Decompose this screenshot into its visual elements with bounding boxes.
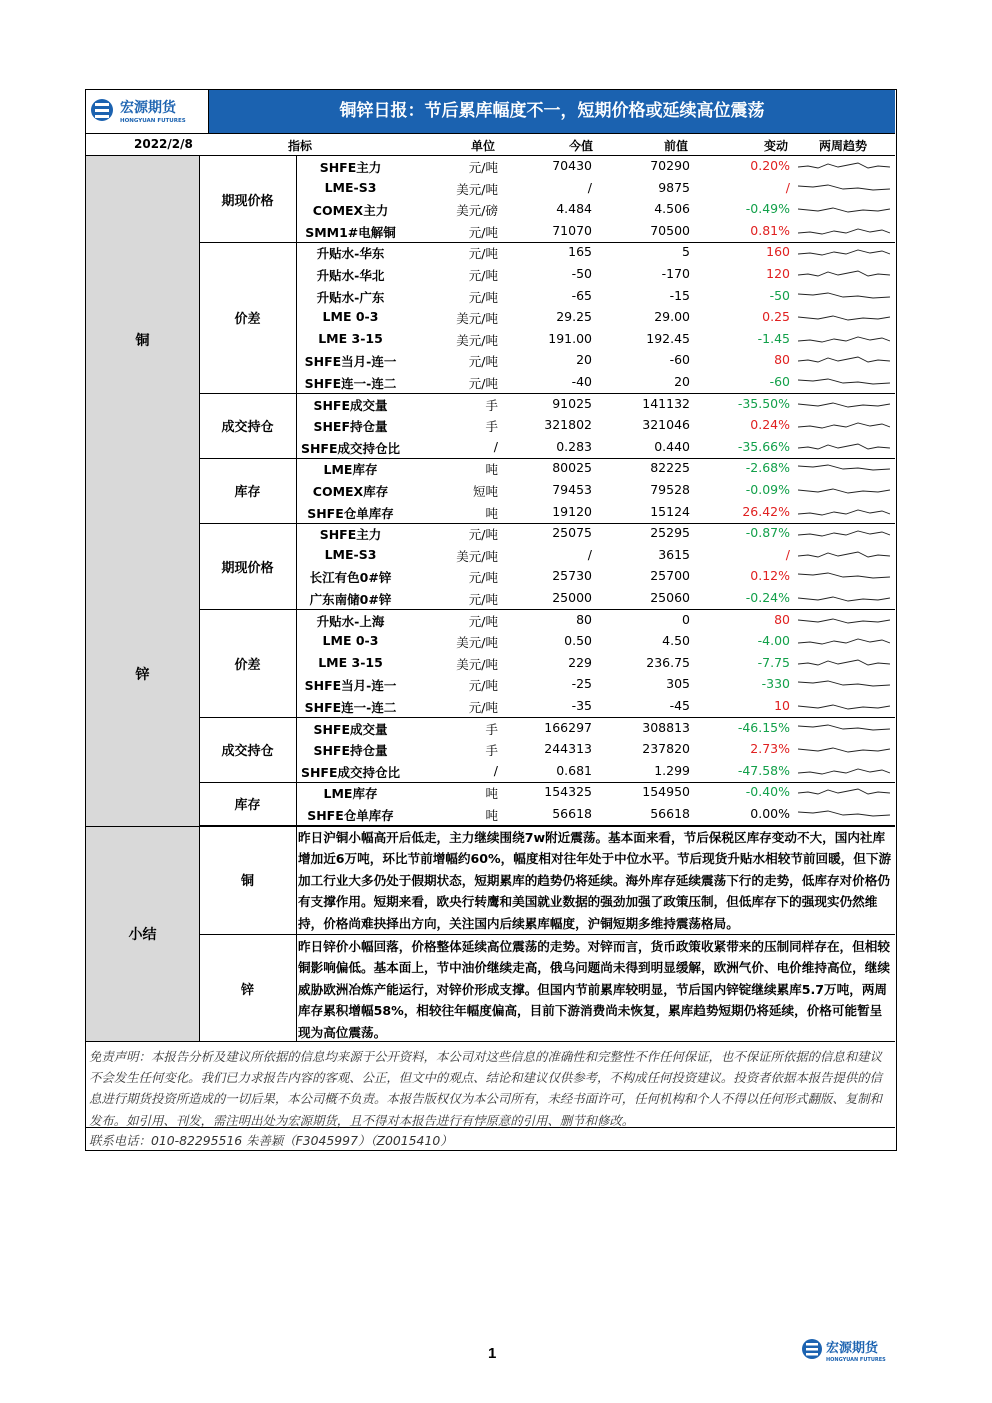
current-value: 25730: [552, 568, 592, 584]
brand-logo: [86, 90, 209, 133]
summary-zinc-label: 锌: [240, 982, 254, 998]
divider: [86, 1127, 895, 1128]
divider: [199, 156, 200, 523]
current-value: -40: [571, 374, 592, 389]
unit-cell: 美元/磅: [456, 203, 498, 219]
unit-cell: 手: [485, 721, 498, 737]
col-indicator: 指标: [288, 139, 313, 153]
trend-sparkline: [798, 439, 890, 456]
change-value: -35.50%: [737, 395, 790, 411]
trend-sparkline: [798, 223, 890, 240]
previous-value: 305: [666, 676, 690, 692]
change-value: 80: [774, 352, 790, 368]
previous-value: 25295: [650, 525, 690, 541]
current-value: 29.25: [556, 309, 592, 325]
sparkline-path: [798, 789, 890, 794]
trend-sparkline: [798, 158, 890, 175]
trend-sparkline: [798, 806, 890, 823]
current-value: 80025: [552, 460, 592, 476]
change-value: -1.45: [757, 330, 790, 346]
previous-value: 308813: [642, 719, 690, 735]
indicator-name: LME-S3: [324, 546, 377, 562]
previous-value: 9875: [658, 179, 690, 195]
column-header: [86, 133, 895, 156]
trend-sparkline: [798, 698, 890, 715]
current-value: /: [587, 546, 592, 562]
unit-cell: 美元/吨: [456, 635, 498, 651]
change-value: -35.66%: [737, 438, 790, 454]
summary-zinc-text: 昨日锌价小幅回落，价格整体延续高位震荡的走势。对锌而言，货币政策收紧带来的压制同样存在，但相较铜影响偏低。基本面上，节中油价继续走高，俄乌问题尚未得到明显缓解，欧洲气价、电价维持高位，继续威胁欧洲冶炼产能运行，对锌价形成支撑。但国内节前累库较明显，节后国内锌锭继续累库5.7万吨，两周库存累积增幅58%，相较往年幅度偏高，目前下游消费尚未恢复，累库趋势短期仍将延续，价格可能暂呈现为高位震荡。: [298, 939, 890, 1040]
sparkline-path: [798, 573, 890, 578]
category-label: 成交持仓: [221, 420, 274, 436]
unit-cell: 元/吨: [468, 268, 498, 283]
divider: [296, 826, 297, 1041]
indicator-name: SHFE成交持仓比: [300, 440, 401, 456]
previous-value: 79528: [650, 482, 690, 497]
unit-cell: 元/吨: [468, 592, 498, 607]
unit-cell: 元/吨: [468, 613, 498, 629]
unit-cell: 元/吨: [468, 700, 498, 715]
sparkline-path: [798, 681, 890, 686]
unit-cell: 元/吨: [468, 289, 498, 305]
indicator-name: SHFE连一-连二: [304, 700, 397, 715]
change-value: -0.87%: [745, 525, 790, 541]
previous-value: 25060: [650, 590, 690, 605]
previous-value: 141132: [642, 395, 690, 411]
sparkline-path: [798, 250, 890, 255]
indicator-name: LME库存: [323, 786, 378, 802]
previous-value: 15124: [650, 503, 690, 519]
unit-cell: 美元/吨: [456, 311, 498, 327]
trend-sparkline: [798, 288, 890, 305]
current-value: 166297: [544, 719, 592, 735]
change-value: -0.49%: [745, 201, 790, 217]
indicator-name: SHFE仓单库存: [307, 505, 394, 521]
unit-cell: 元/吨: [468, 246, 498, 262]
previous-value: -15: [669, 287, 690, 303]
brand-name: 宏源期货: [826, 1341, 879, 1356]
trend-sparkline: [798, 482, 890, 499]
brand-name: 宏源期货: [120, 100, 176, 116]
unit-cell: 短吨: [472, 484, 498, 499]
previous-value: 237820: [642, 741, 690, 757]
change-value: -7.75: [757, 654, 790, 670]
indicator-name: LME-S3: [324, 179, 377, 195]
col-previous: 前值: [664, 139, 689, 153]
trend-sparkline: [798, 374, 890, 391]
sparkline-path: [798, 208, 890, 212]
sparkline-path: [798, 639, 890, 644]
trend-sparkline: [798, 763, 890, 780]
unit-cell: 元/吨: [468, 678, 498, 694]
previous-value: 70500: [650, 222, 690, 238]
current-value: -25: [571, 676, 592, 692]
previous-value: 5: [682, 244, 690, 260]
indicator-name: 升贴水-上海: [316, 613, 385, 629]
unit-cell: 美元/吨: [456, 181, 498, 197]
trend-sparkline: [798, 309, 890, 326]
sparkline-path: [798, 357, 890, 362]
previous-value: 25700: [650, 568, 690, 584]
change-value: 80: [774, 611, 790, 627]
change-value: 0.20%: [750, 158, 790, 173]
sparkline-path: [798, 185, 890, 190]
trend-sparkline: [798, 655, 890, 672]
indicator-name: SHFE持仓量: [313, 743, 388, 759]
unit-cell: 元/吨: [468, 160, 498, 175]
trend-sparkline: [798, 547, 890, 564]
previous-value: -170: [661, 266, 690, 281]
indicator-name: SHFE主力: [319, 160, 382, 175]
summary-label: 小结: [86, 826, 199, 1041]
change-value: 0.00%: [750, 806, 790, 821]
previous-value: 29.00: [654, 309, 690, 325]
change-value: 0.81%: [750, 222, 790, 238]
current-value: 25000: [552, 590, 592, 605]
category-label: 期现价格: [221, 193, 274, 209]
current-value: 56618: [552, 806, 592, 821]
indicator-name: 升贴水-华北: [316, 268, 385, 283]
sparkline-path: [798, 552, 890, 557]
previous-value: 154950: [642, 784, 690, 800]
sparkline-path: [798, 531, 890, 536]
trend-sparkline: [798, 266, 890, 283]
metal-label: 锌: [86, 523, 199, 825]
brand-en: HONGYUAN FUTURES: [826, 1357, 886, 1363]
sparkline-path: [798, 465, 890, 470]
indicator-name: 升贴水-华东: [316, 246, 385, 262]
trend-sparkline: [798, 568, 890, 585]
current-value: 0.681: [556, 762, 592, 778]
change-value: 0.25: [762, 309, 790, 325]
sparkline-path: [798, 510, 890, 515]
sparkline-path: [798, 748, 890, 752]
current-value: 20: [576, 352, 592, 368]
current-value: 191.00: [548, 330, 592, 346]
date-label: 2022/2/8: [134, 137, 193, 151]
sparkline-path: [798, 293, 890, 298]
trend-sparkline: [798, 633, 890, 650]
indicator-name: SHFE成交量: [313, 721, 388, 737]
indicator-name: LME 3-15: [318, 654, 383, 670]
trend-sparkline: [798, 741, 890, 758]
previous-value: 4.506: [654, 201, 690, 217]
current-value: 244313: [544, 741, 592, 757]
change-value: -50: [769, 287, 790, 303]
sparkline-path: [798, 597, 890, 601]
indicator-name: LME 0-3: [322, 633, 379, 649]
sparkline-path: [798, 725, 890, 730]
logo-icon: [86, 90, 206, 130]
change-value: 0.12%: [750, 568, 790, 584]
indicator-name: SHEF持仓量: [313, 419, 388, 435]
indicator-name: SHFE当月-连一: [304, 678, 397, 694]
current-value: 19120: [552, 503, 592, 519]
divider: [86, 1041, 895, 1042]
trend-sparkline: [798, 244, 890, 261]
col-trend: 两周趋势: [819, 139, 868, 153]
change-value: 120: [766, 266, 790, 281]
previous-value: 1.299: [654, 762, 690, 778]
change-value: 26.42%: [742, 503, 790, 519]
contact-info: 联系电话：010-82295516 朱善颖（F3045997）（Z0015410）: [89, 1133, 453, 1148]
previous-value: -45: [669, 698, 690, 713]
change-value: -0.09%: [745, 482, 790, 497]
current-value: 91025: [552, 395, 592, 411]
indicator-name: 升贴水-广东: [316, 289, 385, 305]
change-value: -0.40%: [745, 784, 790, 800]
current-value: -35: [571, 698, 592, 713]
trend-sparkline: [798, 352, 890, 369]
current-value: 0.50: [564, 633, 592, 649]
unit-cell: 吨: [485, 786, 498, 802]
indicator-name: SHFE当月-连一: [304, 354, 397, 370]
previous-value: 82225: [650, 460, 690, 476]
unit-cell: 元/吨: [468, 527, 498, 543]
trend-sparkline: [798, 720, 890, 737]
summary-copper-label: 铜: [240, 874, 254, 889]
current-value: 4.484: [556, 201, 592, 217]
disclaimer: 免责声明：本报告分析及建议所依据的信息均来源于公开资料，本公司对这些信息的准确性和完整性不作任何保证，也不保证所依据的信息和建议不会发生任何变化。我们已力求报告内容的客观、公正，但文中的观点、结论和建议仅供参考，不构成任何投资建议。投资者依据本报告提供的信息进行期货投资所造成的一切后果，本公司概不负责。本报告版权仅为本公司所有，未经书面许可，任何机构和个人不得以任何形式翻版、复制和发布。如引用、刊发，需注明出处为宏源期货，且不得对本报告进行有悖原意的引用、删节和修改。: [89, 1049, 882, 1128]
change-value: -0.24%: [745, 590, 790, 605]
unit-cell: 吨: [485, 462, 498, 478]
current-value: 165: [568, 244, 592, 260]
sparkline-path: [798, 403, 890, 407]
trend-sparkline: [798, 460, 890, 477]
col-current: 今值: [569, 139, 594, 153]
unit-cell: 手: [485, 419, 498, 435]
indicator-name: SHFE主力: [319, 527, 382, 543]
unit-cell: 美元/吨: [456, 332, 498, 348]
current-value: 70430: [552, 158, 592, 173]
previous-value: 3615: [658, 546, 690, 562]
previous-value: 0: [682, 611, 690, 627]
change-value: -47.58%: [737, 762, 790, 778]
sparkline-path: [798, 423, 890, 428]
trend-sparkline: [798, 784, 890, 801]
category-label: 价差: [234, 658, 261, 674]
trend-sparkline: [798, 676, 890, 693]
indicator-name: SHFE成交量: [313, 397, 388, 413]
change-value: 2.73%: [750, 741, 790, 757]
trend-sparkline: [798, 331, 890, 348]
indicator-name: SMM1#电解铜: [305, 224, 396, 240]
trend-sparkline: [798, 180, 890, 197]
divider: [199, 523, 200, 825]
unit-cell: 元/吨: [468, 376, 498, 391]
indicator-name: SHFE仓单库存: [307, 808, 394, 823]
unit-cell: 吨: [485, 808, 498, 823]
change-value: -330: [761, 676, 790, 692]
current-value: -65: [571, 287, 592, 303]
trend-sparkline: [798, 396, 890, 413]
previous-value: 321046: [642, 417, 690, 433]
col-unit: 单位: [471, 139, 496, 153]
change-value: -60: [769, 374, 790, 389]
report-title: 铜锌日报：节后累库幅度不一，短期价格或延续高位震荡: [209, 90, 895, 133]
sparkline-path: [798, 489, 890, 493]
previous-value: 20: [674, 374, 690, 389]
category-label: 成交持仓: [221, 744, 274, 760]
change-value: -4.00: [757, 633, 790, 649]
brand-en: HONGYUAN FUTURES: [120, 118, 186, 124]
current-value: 321802: [544, 417, 592, 433]
sparkline-path: [798, 444, 890, 449]
trend-sparkline: [798, 201, 890, 218]
indicator-name: 广东南储0#锌: [309, 592, 392, 607]
current-value: 80: [576, 611, 592, 627]
indicator-name: COMEX主力: [312, 203, 389, 219]
sparkline-path: [798, 337, 890, 342]
unit-cell: /: [493, 438, 498, 454]
indicator-name: 长江有色0#锌: [309, 570, 392, 586]
indicator-name: LME库存: [323, 462, 378, 478]
trend-sparkline: [798, 590, 890, 607]
unit-cell: 元/吨: [468, 224, 498, 240]
trend-sparkline: [798, 504, 890, 521]
report-header: [86, 90, 895, 133]
sparkline-path: [798, 271, 890, 276]
change-value: -46.15%: [737, 719, 790, 735]
divider: [296, 523, 297, 825]
unit-cell: /: [493, 762, 498, 778]
trend-sparkline: [798, 417, 890, 434]
sparkline-path: [798, 229, 890, 234]
current-value: 25075: [552, 525, 592, 541]
footer-logo: [800, 1330, 910, 1370]
trend-sparkline: [798, 525, 890, 542]
indicator-name: LME 3-15: [318, 330, 383, 346]
current-value: 229: [568, 654, 592, 670]
sparkline-path: [798, 769, 890, 774]
divider: [86, 826, 895, 827]
sparkline-path: [798, 163, 890, 168]
current-value: 154325: [544, 784, 592, 800]
current-value: 79453: [552, 482, 592, 497]
current-value: 71070: [552, 222, 592, 238]
sparkline-path: [798, 619, 890, 623]
col-change: 变动: [764, 139, 789, 153]
divider: [199, 826, 200, 1041]
metal-label: 铜: [86, 156, 199, 523]
indicator-name: COMEX库存: [312, 484, 389, 499]
unit-cell: 元/吨: [468, 354, 498, 370]
sparkline-path: [798, 811, 890, 816]
previous-value: 56618: [650, 806, 690, 821]
previous-value: 236.75: [646, 654, 690, 670]
sparkline-path: [798, 379, 890, 384]
sparkline-path: [798, 705, 890, 709]
logo-icon: [800, 1330, 910, 1370]
change-value: /: [785, 179, 790, 195]
divider: [199, 934, 895, 935]
unit-cell: 美元/吨: [456, 548, 498, 564]
change-value: /: [785, 546, 790, 562]
sparkline-path: [798, 660, 890, 665]
unit-cell: 美元/吨: [456, 656, 498, 672]
category-label: 价差: [234, 312, 261, 328]
category-label: 期现价格: [221, 560, 274, 576]
previous-value: 0.440: [654, 438, 690, 454]
previous-value: 192.45: [646, 330, 690, 346]
indicator-name: LME 0-3: [322, 309, 379, 325]
unit-cell: 手: [485, 743, 498, 759]
indicator-name: SHFE成交持仓比: [300, 764, 401, 780]
change-value: 0.24%: [750, 417, 790, 433]
current-value: 0.283: [556, 438, 592, 454]
unit-cell: 吨: [485, 505, 498, 521]
unit-cell: 元/吨: [468, 570, 498, 586]
sparkline-path: [798, 316, 890, 320]
trend-sparkline: [798, 612, 890, 629]
page-number: 1: [488, 1345, 497, 1362]
unit-cell: 手: [485, 397, 498, 413]
change-value: 10: [774, 698, 790, 713]
summary-copper-text: 昨日沪铜小幅高开后低走，主力继续围绕7w附近震荡。基本面来看，节后保税区库存变动不大，国内社库增加近6万吨，环比节前增幅约60%，幅度相对往年处于中位水平。节后现货升贴水相较节前回暖，但下游加工行业大多仍处于假期状态，短期累库的趋势仍将延续。海外库存延续震荡下行的走势，低库存对价格仍有支撑作用。短期来看，欧央行转鹰和美国就业数据的强劲加强了政策压制，但低库存下的强现实仍然维持，价格尚难抉择出方向，关注国内后续累库幅度，沪铜短期多维持震荡格局。: [298, 830, 892, 931]
previous-value: 70290: [650, 158, 690, 173]
previous-value: -60: [669, 352, 690, 368]
indicator-name: SHFE连一-连二: [304, 376, 397, 391]
divider: [296, 156, 297, 523]
previous-value: 4.50: [662, 633, 690, 649]
category-label: 库存: [234, 485, 261, 501]
current-value: /: [587, 179, 592, 195]
change-value: -2.68%: [745, 460, 790, 476]
change-value: 160: [766, 244, 790, 260]
current-value: -50: [571, 266, 592, 281]
category-label: 库存: [234, 798, 261, 814]
report-frame: [85, 89, 897, 1151]
